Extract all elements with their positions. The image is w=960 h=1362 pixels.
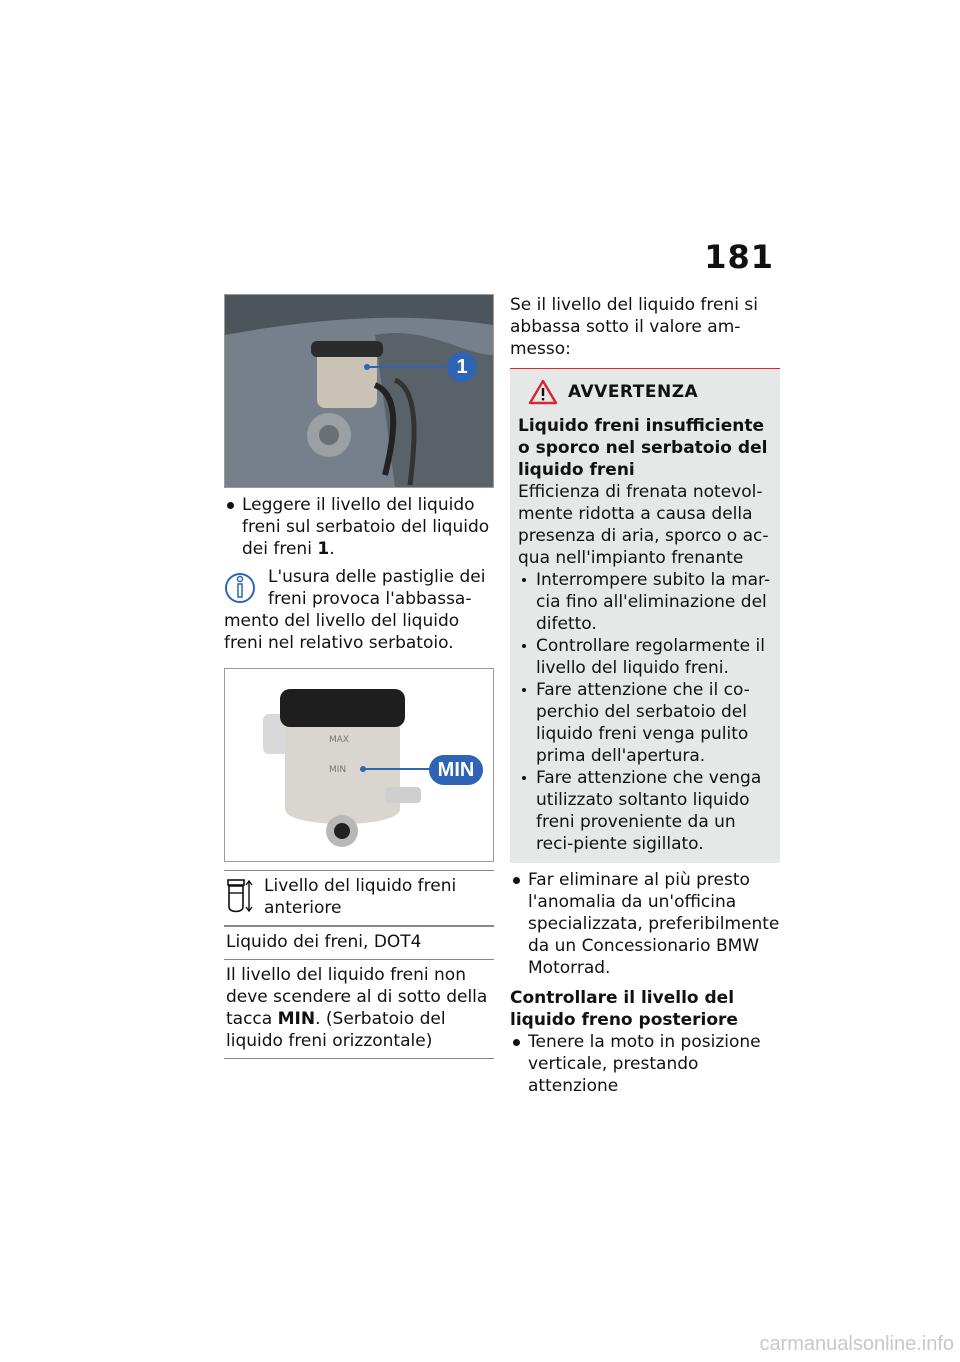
- info-note: [224, 566, 494, 654]
- bullet-read-level: Leggere il livello del liquido freni sul serbatoio del liquido dei freni 1.: [224, 494, 494, 560]
- min-mark: MIN: [329, 765, 347, 775]
- warning-item: Fare attenzione che il co-perchio del serbatoio del liquido freni venga pulito prima dell'apertura.: [518, 679, 772, 767]
- warning-triangle-icon: [528, 379, 558, 405]
- warning-box: [510, 368, 780, 863]
- callout-min: MIN: [429, 755, 483, 785]
- callout-1: 1: [447, 352, 477, 382]
- reservoir-min-photo: [224, 668, 494, 862]
- reservoir-illustration: [225, 295, 493, 487]
- bullet-workshop: Far eliminare al più presto l'anomalia da un'officina specializzata, preferibilmente da un Concessionario BMW Motorrad.: [510, 869, 780, 979]
- info-icon: [224, 566, 256, 606]
- warning-title: AVVERTENZA: [568, 382, 699, 402]
- spec-table: [224, 870, 494, 1059]
- spec-title: Livello del liquido freni anteriore: [264, 876, 457, 918]
- warning-item: Fare attenzione che venga utilizzato soltanto liquido freni proveniente da un reci-piente sigillato.: [518, 767, 772, 855]
- warning-subtitle: Liquido freni insufficiente o sporco nel serbatoio del liquido freni: [518, 416, 768, 480]
- brake-reservoir-photo: [224, 294, 494, 488]
- spec-title-row: [224, 870, 494, 927]
- note-line-1: L'usura delle pastiglie dei: [268, 567, 486, 587]
- warning-header: [518, 379, 772, 405]
- note-rest: mento del livello del liquido freni nel relativo serbatoio.: [224, 611, 460, 653]
- warning-item: Interrompere subito la mar-cia fino all'eliminazione del difetto.: [518, 569, 772, 635]
- note-line-2: freni provoca l'abbassa-: [268, 589, 472, 609]
- max-mark: MAX: [329, 735, 350, 745]
- warning-item: Controllare regolarmente il livello del liquido freni.: [518, 635, 772, 679]
- reservoir-level-icon: [226, 877, 254, 919]
- right-column: [510, 294, 780, 1097]
- bullet-vertical: Tenere la moto in posizione verticale, prestando attenzione: [510, 1031, 780, 1097]
- watermark: carmanualsonline.info: [759, 1333, 954, 1355]
- section-heading: Controllare il livello del liquido freno posteriore: [510, 988, 738, 1030]
- warning-text: Efficienza di frenata notevol-mente ridotta a causa della presenza di aria, sporco o ac-qua nell'impianto frenante: [518, 482, 769, 568]
- intro-text: Se il livello del liquido freni si abbassa sotto il valore am-messo:: [510, 295, 758, 359]
- page-number: 181: [704, 238, 774, 276]
- spec-row-min: Il livello del liquido freni non deve scendere al di sotto della tacca MIN. (Serbatoio del liquido freni orizzontale): [224, 960, 494, 1059]
- left-column: [224, 294, 494, 1059]
- spec-row-fluid: Liquido dei freni, DOT4: [224, 927, 494, 960]
